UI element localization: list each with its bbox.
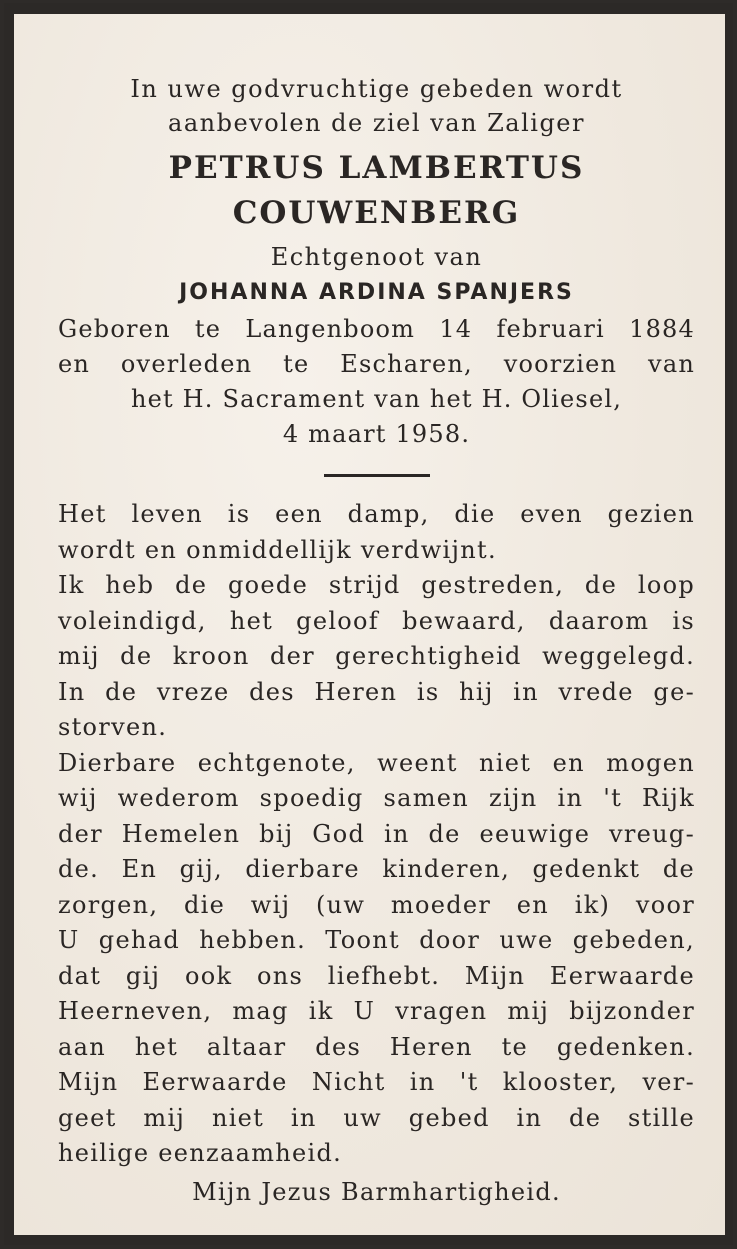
verse-line: Heerneven, mag ik U vragen mij bijzonder <box>58 997 695 1025</box>
deceased-name <box>58 146 695 236</box>
verse-line: Mijn Eerwaarde Nicht in 't klooster, ver- <box>58 1068 695 1096</box>
verse-line: zorgen, die wij (uw moeder en ik) voor <box>58 890 695 919</box>
card-content <box>58 72 695 1210</box>
intro-line: In uwe godvruchtige gebeden wordt <box>130 75 623 103</box>
verse-line: storven. <box>58 713 168 741</box>
verse-paragraph <box>58 568 695 675</box>
spouse-block <box>58 240 695 310</box>
verse-line: der Hemelen bij God in de eeuwige vreug- <box>58 819 695 848</box>
verse-line: wordt en onmiddellijk verdwijnt. <box>58 535 497 564</box>
deceased-name-line: PETRUS LAMBERTUS <box>168 150 585 186</box>
divider-rule <box>324 474 430 477</box>
verse-line: voleindigd, het geloof bewaard, daarom is <box>58 606 695 635</box>
verse-paragraph <box>58 497 695 568</box>
intro-block <box>58 72 695 140</box>
verse-line: geet mij niet in uw gebed in de stille <box>58 1103 695 1132</box>
closing-prayer: Mijn Jezus Barmhartigheid. <box>192 1177 561 1206</box>
verse-line: wij wederom spoedig samen zijn in 't Rijk <box>58 784 695 812</box>
memorial-card <box>4 3 733 1245</box>
bio-line: Geboren te Langenboom 14 februari 1884 <box>58 315 695 343</box>
verse-line: U gehad hebben. Toont door uwe gebeden, <box>58 926 695 954</box>
verse-line: heilige eenzaamheid. <box>58 1139 343 1167</box>
verse-line: aan het altaar des Heren te gedenken. <box>58 1032 695 1061</box>
verse-line: dat gij ook ons liefhebt. Mijn Eerwaarde <box>58 961 695 990</box>
verse-block <box>58 497 695 1172</box>
verse-paragraph <box>58 675 695 746</box>
bio-line: en overleden te Escharen, voorzien van <box>58 350 695 378</box>
spouse-intro: Echtgenoot van <box>270 243 483 271</box>
card-paper <box>14 14 725 1235</box>
verse-line: In de vreze des Heren is hij in vrede ge- <box>58 677 695 706</box>
verse-line: Dierbare echtgenote, weent niet en mogen <box>58 748 695 777</box>
verse-line: Het leven is een damp, die even gezien <box>58 500 695 528</box>
spouse-name: JOHANNA ARDINA SPANJERS <box>179 280 574 305</box>
verse-paragraph <box>58 746 695 1172</box>
bio-line: het H. Sacrament van het H. Oliesel, <box>130 385 623 413</box>
verse-line: de. En gij, dierbare kinderen, gedenkt de <box>58 855 695 883</box>
verse-line: mij de kroon der gerechtigheid weggelegd. <box>58 642 695 670</box>
bio-line: 4 maart 1958. <box>282 420 471 448</box>
deceased-name-line: COUWENBERG <box>232 195 521 231</box>
verse-line: Ik heb de goede strijd gestreden, de loop <box>58 571 695 599</box>
intro-line: aanbevolen de ziel van Zaliger <box>168 109 585 137</box>
bio-block <box>58 312 695 452</box>
